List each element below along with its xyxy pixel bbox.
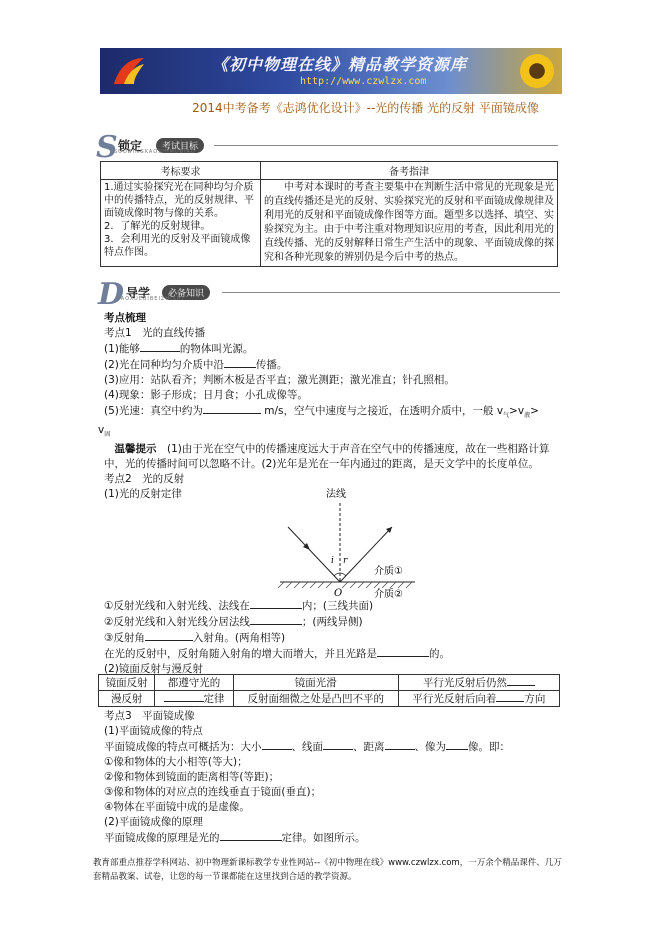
section-tag: 必备知识 [162,285,210,300]
fill-line: ②反射光线和入射光线分居法线 ；(两线异侧) [104,616,363,628]
kaodian-title: 考点1 光的直线传播 [104,327,206,339]
text-line: ③像和物体的对应点的连线垂直于镜面(垂直)； [104,786,322,798]
fill-blank[interactable] [262,739,292,750]
exam-guide-cell: 中考对本课时的考查主要集中在判断生活中常见的光现象是光的直线传播还是光的反射、实验探究光的反射和平面镜成像规律及利用光的反射和平面镜成像作图等方面。题型多以选择、填空、实验探究为主。由于中考注重对物理知识应用的考查，因此利用光的直线传播、光的反射解释日常生产生活中的现象、平面镜成像的探究和各种光现象的辨别仍是今后中考的热点。 [261,180,558,267]
reflection-law-block [104,598,564,677]
fill-line: 在光的反射中，反射角随入射角的增大而增大，并且光路是 的。 [104,648,450,660]
section-heading-daoxue [98,277,560,312]
table-cell: 镜面反射 [99,675,155,691]
requirement-item: 3．会利用光的反射及平面镜成像特点作图。 [104,234,251,258]
table-row [99,675,560,691]
fill-blank[interactable] [203,403,261,414]
table-row [101,180,558,267]
fill-line: 平面镜成像的特点可概括为：大小 、线面 、距离 、像为 像。即： [104,741,510,753]
tip-label: 温馨提示 [114,443,157,456]
section-initial: D [98,277,125,312]
fill-blank[interactable] [507,675,535,686]
banner-title: 《初中物理在线》精品教学资源库 [212,55,468,74]
kaodian-title: 考点3 平面镜成像 [104,710,195,722]
fill-blank[interactable] [250,614,302,625]
point-o-label: O [334,588,343,599]
kaodian-title: 考点2 光的反射 [104,473,185,486]
fill-line: (1)能够 的物体叫光源。 [104,343,254,355]
requirement-item: 1.通过实验探究光在同种均匀介质中的传播特点，光的反射规律、平面镜成像时物与像的关系。 [104,182,254,219]
text-line: (4)现象：影子形成；日月食；小孔成像等。 [104,389,308,401]
mirror-hatching [278,582,412,588]
fill-line: ③反射角 入射角。(两角相等) [104,632,286,644]
fill-blank[interactable] [250,598,302,609]
header-banner [100,48,562,94]
fill-blank[interactable] [446,739,468,750]
fill-line: (5)光速：真空中约为 m/s，空气中速度与之接近，在透明介质中，一般 $v_气>v_液>$ [104,405,539,420]
text-line: ①像和物体的大小相等(等大)； [104,756,248,768]
reflection-comparison-table [98,674,560,707]
table-cell: 平行光反射后仍然 [398,675,559,691]
medium2-label: 介质② [374,589,403,600]
section-heading-suoding [96,130,560,165]
section-pinyin: DAOXUEBIBEIZHISHI [116,296,184,302]
table-cell: 平行光反射后向着 方向 [398,691,559,707]
tip-text: (1)由于光在空气中的传播速度远大于声音在空气中的传播速度，故在一些相路计算中，光的传播时间可以忽略不计。(2)光年是光在一年内通过的距离，是天文学中的长度单位。 [104,443,550,471]
fill-blank[interactable] [164,691,204,702]
text-line: $v_固$ [98,424,111,439]
fill-blank[interactable] [496,691,524,702]
table-cell: 都遵守光的 [155,675,233,691]
fill-blank[interactable] [224,357,256,368]
table-row [99,691,560,707]
section-title: 锁定 [118,139,143,153]
section-divider [222,292,560,293]
text-line: ④物体在平面镜中成的是虚像。 [104,801,250,813]
banner-url[interactable]: http://www.czwlzx.com [300,76,427,87]
subheading: (2)平面镜成像的原理 [104,816,203,828]
requirement-item: 2．了解光的反射规律。 [104,221,211,232]
goals-table [100,161,558,267]
warm-tip [104,442,564,472]
fill-blank[interactable] [145,630,193,641]
goals-requirements-cell [101,180,261,267]
fill-blank[interactable] [377,646,429,657]
table-cell: 定律 [155,691,233,707]
kaodian-1-block [98,311,564,502]
reflection-diagram [270,487,420,602]
medium1-label: 介质① [374,566,403,577]
reflect-angle-label: r [343,556,348,566]
table-header-cell: 考标要求 [101,162,261,180]
table-cell: 镜面光滑 [233,675,398,691]
fill-line: ①反射光线和入射光线、法线在 内；(三线共面) [104,600,374,612]
incident-ray [288,527,340,582]
table-cell: 反射面细微之处是凸凹不平的 [233,691,398,707]
normal-label: 法线 [326,489,346,500]
fill-blank[interactable] [220,830,282,841]
document-title: 2014中考备考《志鸿优化设计》--光的传播 光的反射 平面镜成像 [192,101,539,115]
section-tag: 考试目标 [156,138,204,153]
incident-angle-label: i [331,556,334,566]
table-header-row [101,162,558,180]
sunflower-icon [518,52,556,90]
text-line: (3)应用：站队看齐；判断木板是否平直；激光测距；激光准直；针孔照相。 [104,374,455,386]
section-pinyin: SUODINGKAOSHIMUBIAO [114,149,196,155]
fill-line: (2)光在同种均匀介质中沿 传播。 [104,359,288,371]
section-title: 导学 [126,286,151,300]
section-initial: S [96,130,118,165]
table-header-cell: 备考指津 [261,162,558,180]
subheading: (2)镜面反射与漫反射 [104,663,203,675]
page-footer: 教育部重点推荐学科网站、初中物理新课标教学专业性网站--《初中物理在线》www.czwlzx.com，一万余个精品课件、几万套精品教案、试卷，让您的每一节课都能在这里找到合适的教学资源。 [93,858,562,882]
fill-blank[interactable] [323,739,353,750]
kaodian-heading: 考点梳理 [104,312,146,324]
table-cell: 漫反射 [99,691,155,707]
section-divider [214,145,558,146]
fill-blank[interactable] [140,341,180,352]
kaodian-3-block [104,709,564,846]
site-logo-icon [110,54,148,88]
subheading: (1)平面镜成像的特点 [104,725,203,737]
fill-line: 平面镜成像的原理是光的 定律。如图所示。 [104,832,366,844]
subheading: (1)光的反射定律 [104,488,182,501]
fill-blank[interactable] [385,739,415,750]
text-line: ②像和物体到镜面的距离相等(等距)； [104,771,280,783]
